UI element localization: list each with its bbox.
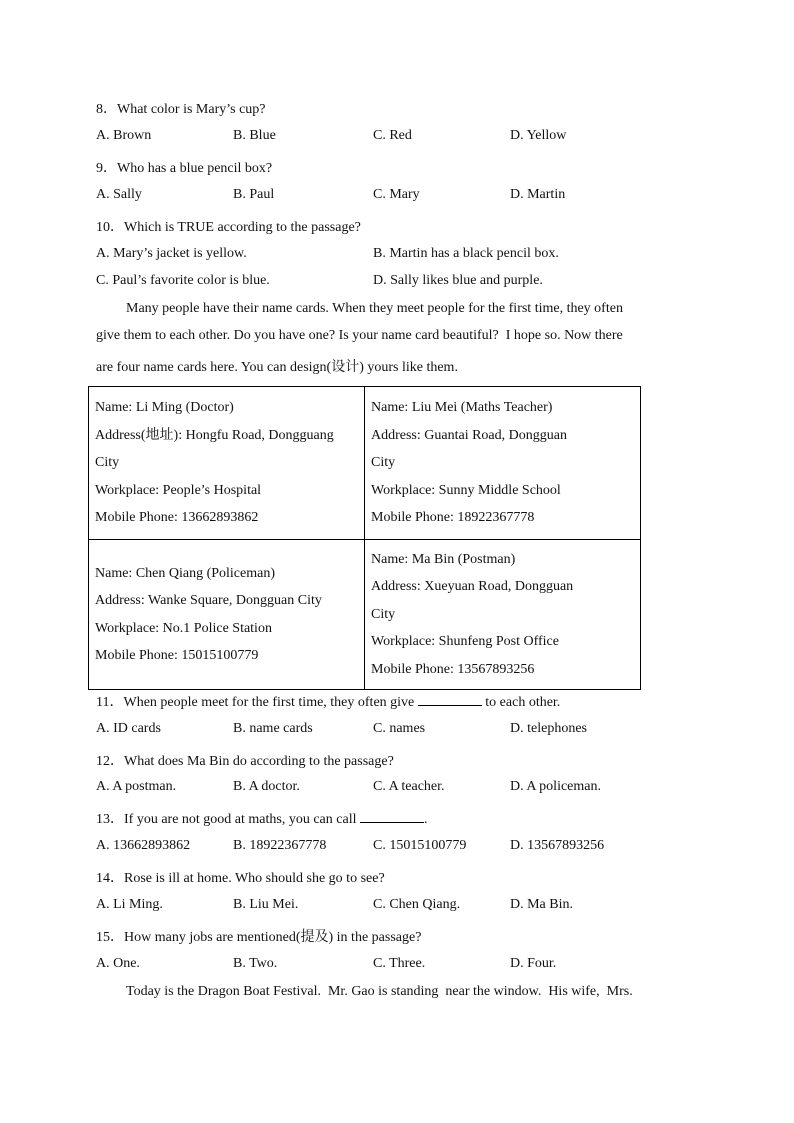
card-phone: Mobile Phone: 13662893862 [95,510,259,526]
option-a: A. ID cards [96,721,161,736]
option-b: B. Martin has a black pencil box. [373,246,559,261]
option-c: C. Paul’s favorite color is blue. [96,273,270,288]
question-10: 10．Which is TRUE according to the passage? [96,220,361,235]
option-b: B. A doctor. [233,779,300,794]
option-d: D. Ma Bin. [510,897,573,912]
option-c: C. A teacher. [373,779,445,794]
option-a: A. 13662893862 [96,838,191,853]
answer-blank [418,691,482,706]
option-a: A. Mary’s jacket is yellow. [96,246,247,261]
option-a: A. A postman. [96,779,177,794]
option-b: B. Two. [233,956,278,971]
option-c: C. names [373,721,426,736]
option-a: A. Li Ming. [96,897,163,912]
name-card-chen-qiang [89,540,365,690]
question-13-text: 13．If you are not good at maths, you can call [96,812,357,827]
answer-blank [360,808,424,823]
question-12: 12．What does Ma Bin do according to the passage? [96,754,394,769]
card-address: Address: Wanke Square, Dongguan City [95,593,322,608]
option-c: C. Red [373,128,412,143]
question-13-text-end: . [423,812,428,827]
option-a: A. Sally [96,187,142,202]
card-workplace: Workplace: No.1 Police Station [95,620,272,636]
passage-2-line-1: Today is the Dragon Boat Festival. Mr. Gao is standing near the window. His wife, Mrs. [126,984,633,999]
option-d: D. Yellow [510,128,567,143]
card-name: Name: Ma Bin (Postman) [371,551,516,567]
question-11 [96,691,560,711]
card-address-cont: City [371,455,396,471]
option-a: A. One. [96,956,140,971]
option-b: B. name cards [233,721,313,736]
card-phone: Mobile Phone: 13567893256 [371,661,535,677]
option-c: C. Mary [373,187,420,202]
card-workplace: Workplace: Shunfeng Post Office [371,634,559,650]
option-a: A. Brown [96,128,152,143]
question-11-text-end: to each other. [485,695,561,710]
name-card-li-ming [89,387,365,540]
card-address: Address: Xueyuan Road, Dongguan [371,579,574,595]
question-11-text: 11．When people meet for the first time, they often give [96,695,415,710]
card-address-cont: City [95,455,120,471]
option-b: B. Paul [233,187,275,202]
card-name: Name: Chen Qiang (Policeman) [95,565,276,581]
card-name: Name: Liu Mei (Maths Teacher) [371,400,553,416]
card-address-cont: City [371,606,396,622]
passage-line-1: Many people have their name cards. When they meet people for the first time, they often [126,301,623,316]
name-card-liu-mei [365,387,641,540]
passage-line-2: give them to each other. Do you have one? Is your name card beautiful? I hope so. Now there [96,328,623,343]
question-14: 14．Rose is ill at home. Who should she go to see? [96,871,385,886]
option-d: D. 13567893256 [510,838,605,853]
option-d: D. Four. [510,956,557,971]
name-cards-table [88,386,641,690]
question-15: 15．How many jobs are mentioned(提及) in the passage? [96,930,422,945]
card-address: Address(地址): Hongfu Road, Dongguang [95,427,334,443]
option-c: C. 15015100779 [373,838,467,853]
option-b: B. Liu Mei. [233,897,299,912]
question-8: 8．What color is Mary’s cup? [96,102,266,117]
card-workplace: Workplace: Sunny Middle School [371,482,561,498]
name-card-ma-bin [365,540,641,690]
card-phone: Mobile Phone: 15015100779 [95,648,259,663]
question-9: 9．Who has a blue pencil box? [96,161,273,176]
option-d: D. telephones [510,721,587,736]
option-c: C. Chen Qiang. [373,897,461,912]
option-d: D. Martin [510,187,566,202]
question-13 [96,808,427,828]
passage-line-3: are four name cards here. You can design(设计) yours like them. [96,360,458,375]
option-d: D. A policeman. [510,779,601,794]
card-name: Name: Li Ming (Doctor) [95,400,234,416]
option-b: B. 18922367778 [233,838,327,853]
card-workplace: Workplace: People’s Hospital [95,482,262,498]
card-address: Address: Guantai Road, Dongguan [371,427,567,443]
card-phone: Mobile Phone: 18922367778 [371,510,535,526]
option-d: D. Sally likes blue and purple. [373,273,543,288]
option-c: C. Three. [373,956,426,971]
option-b: B. Blue [233,128,276,143]
